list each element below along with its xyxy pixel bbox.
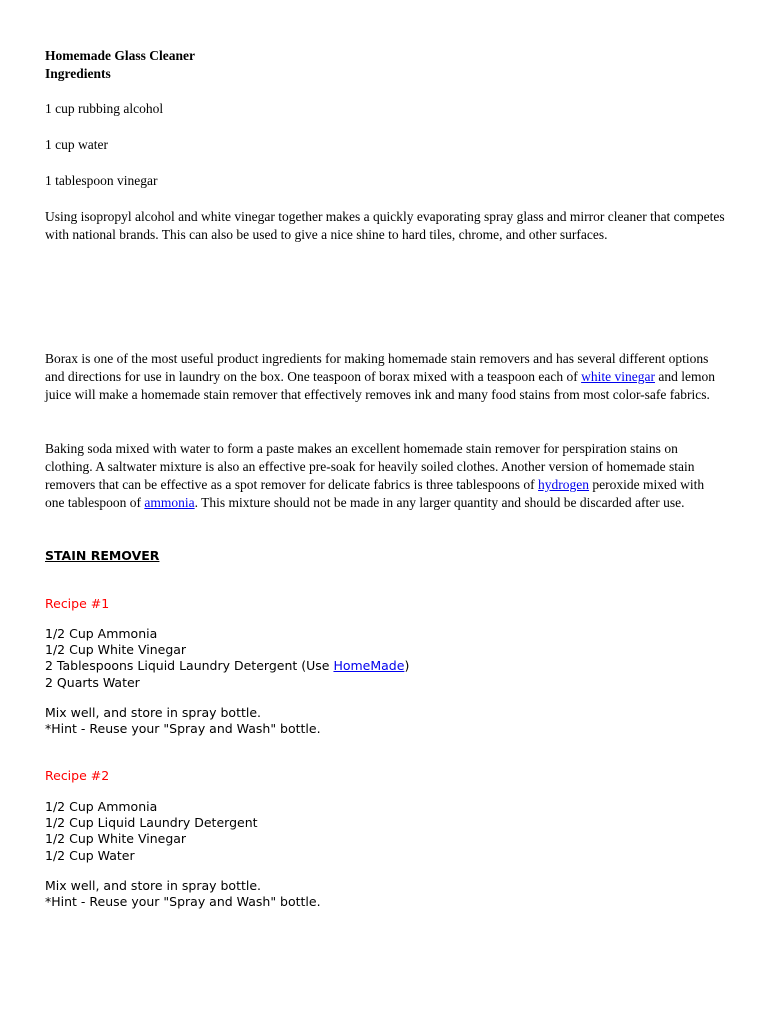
baking-soda-text: peroxide mixed with one tablespoon of — [45, 477, 705, 510]
borax-text: Borax is one of the most useful product ingredients for making homemade stain removers and has several different options and directions for use in laundry on the box. One teaspoon of borax mixed with a teaspoon each of — [45, 351, 709, 384]
hint-text: *Hint - Reuse your "Spray and Wash" bottle. — [45, 894, 321, 910]
glass-cleaner-title: Homemade Glass Cleaner — [45, 48, 195, 63]
recipe-line: 1/2 Cup White Vinegar — [45, 642, 187, 658]
recipe-line: 1/2 Cup Water — [45, 847, 135, 863]
white-vinegar-link[interactable]: white vinegar — [581, 369, 655, 384]
stain-remover-heading: STAIN REMOVER — [45, 548, 160, 563]
recipe-line — [45, 658, 725, 674]
recipe-2-title: Recipe #2 — [45, 768, 110, 783]
recipe-line: 1/2 Cup Ammonia — [45, 799, 158, 814]
recipe-2-ingredients — [45, 799, 725, 864]
mix-instruction: Mix well, and store in spray bottle. — [45, 705, 262, 720]
recipe-line: 1/2 Cup Ammonia — [45, 626, 158, 641]
mix-instruction: Mix well, and store in spray bottle. — [45, 878, 262, 893]
borax-paragraph — [45, 350, 725, 404]
recipe-line: 1/2 Cup Liquid Laundry Detergent — [45, 815, 258, 831]
homemade-link[interactable]: HomeMade — [333, 658, 405, 674]
baking-soda-text: Baking soda mixed with water to form a paste makes an excellent homemade stain remover for perspiration stains on clothing. A saltwater mixture is also an effective pre-soak for heavily soiled clothes. Another version of homemade stain removers that can be effective as a spot remover for delicate fabrics is three tablespoons of — [45, 441, 695, 492]
ingredient-item: 1 tablespoon vinegar — [45, 173, 158, 188]
recipe-1-ingredients — [45, 626, 725, 691]
recipe-1-title: Recipe #1 — [45, 596, 110, 611]
ammonia-link[interactable]: ammonia — [144, 495, 195, 510]
recipe-line-text: 2 Tablespoons Liquid Laundry Detergent (Use — [45, 658, 334, 674]
ingredient-item: 1 cup rubbing alcohol — [45, 101, 164, 116]
baking-soda-text: . This mixture should not be made in any larger quantity and should be discarded after use. — [194, 495, 685, 510]
recipe-1-instructions — [45, 705, 725, 737]
glass-cleaner-description: Using isopropyl alcohol and white vinegar together makes a quickly evaporating spray glass and mirror cleaner that competes with national brands. This can also be used to give a nice shine to hard tiles, chrome, and other surfaces. — [45, 209, 725, 242]
baking-soda-paragraph — [45, 440, 725, 512]
hint-text: *Hint - Reuse your "Spray and Wash" bottle. — [45, 721, 321, 737]
glass-cleaner-header — [45, 47, 725, 83]
recipe-line: 1/2 Cup White Vinegar — [45, 831, 187, 847]
recipe-line: 2 Quarts Water — [45, 674, 140, 690]
recipe-line-text: ) — [404, 658, 410, 674]
recipe-2-instructions — [45, 878, 725, 910]
borax-text: and lemon juice will make a homemade stain remover that effectively removes ink and many food stains from most color-safe fabrics. — [45, 369, 715, 402]
ingredients-heading: Ingredients — [45, 66, 111, 81]
hydrogen-link[interactable]: hydrogen — [538, 477, 590, 492]
ingredient-item: 1 cup water — [45, 137, 108, 152]
